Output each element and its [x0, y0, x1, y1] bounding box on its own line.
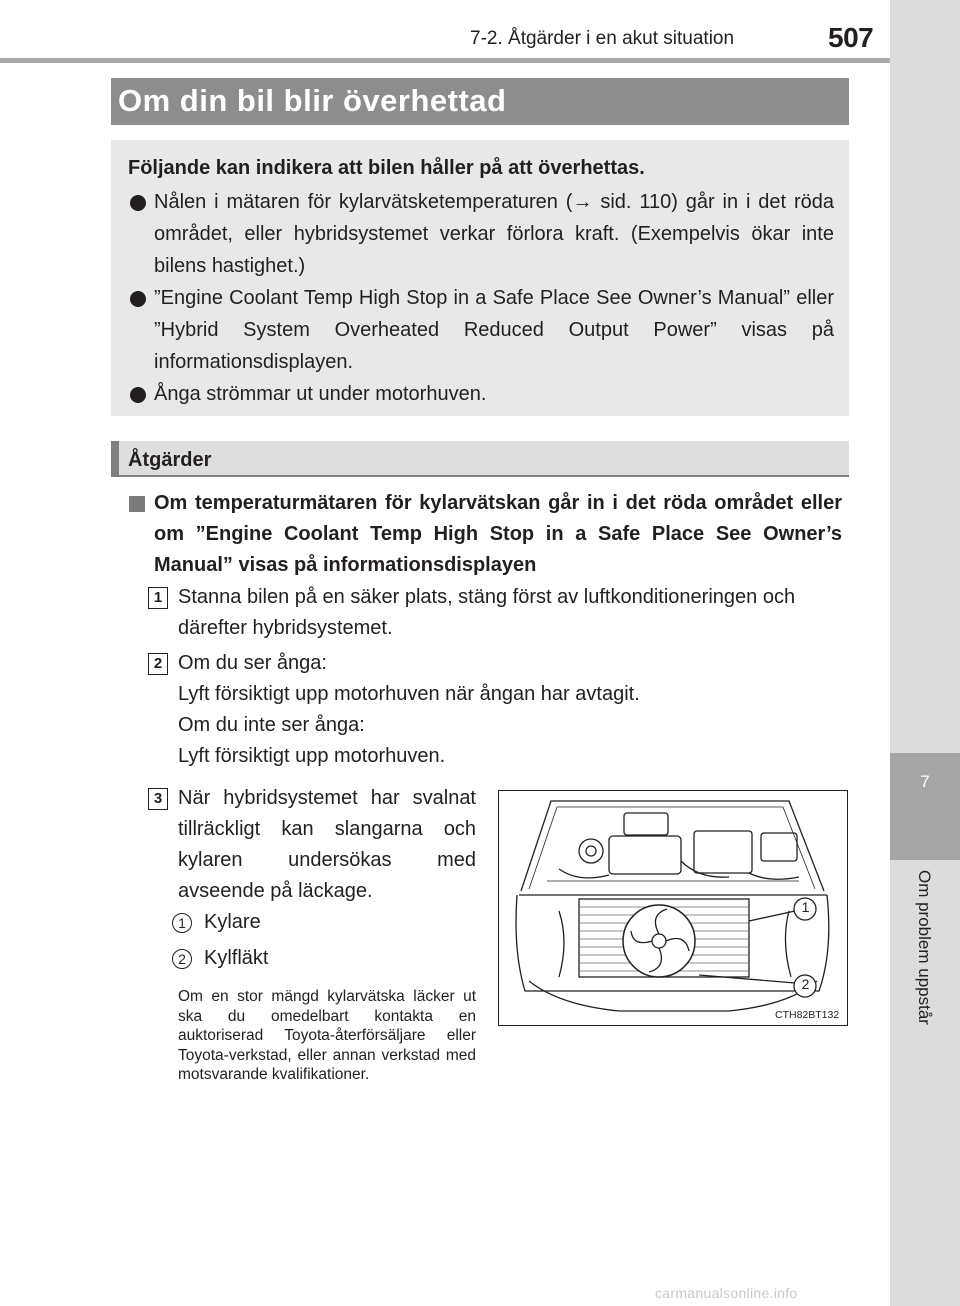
step-text: Om du ser ånga: [178, 652, 327, 674]
engine-bay-illustration [499, 791, 847, 1025]
info-bullet: ”Engine Coolant Temp High Stop in a Safe Place See Owner’s Manual” eller ”Hybrid System Overheated Reduced Output Power” visas på informationsdisplayen. [154, 287, 834, 373]
section-heading-marker [111, 441, 119, 477]
page-number: 507 [828, 22, 874, 53]
step-text: Lyft försiktigt upp motorhuven när ångan har avtagit. [178, 683, 640, 705]
legend-item-label: Kylfläkt [204, 947, 269, 969]
note-text: Om en stor mängd kylarvätska läcker ut ska du omedelbart kontakta en auktoriserad Toyota-återförsäljare eller Toyota-verkstad, eller annan verkstad med motsvarande kvalifikationer. [178, 988, 476, 1083]
chapter-title-vertical [900, 870, 940, 1030]
figure-code: CTH82BT132 [775, 1009, 840, 1021]
watermark: carmanualsonline.info [655, 1285, 798, 1301]
subheading: Om temperaturmätaren för kylarvätskan går in i det röda området eller om ”Engine Coolant Temp High Stop in a Safe Place See Owner’s Manual” visas på informationsdisplayen [154, 492, 842, 576]
step-text: Stanna bilen på en säker plats, stäng först av luftkonditioneringen och därefter hybridsystemet. [178, 586, 796, 639]
bullet-icon [130, 291, 146, 307]
callout-number-icon: 1 [172, 913, 192, 933]
section-heading: Åtgärder [128, 449, 212, 471]
step-text: Om du inte ser ånga: [178, 714, 365, 736]
bullet-icon [130, 387, 146, 403]
step-number-box: 3 [148, 788, 168, 810]
info-box-heading: Följande kan indikera att bilen håller på att överhettas. [128, 157, 645, 179]
chapter-side-strip [890, 0, 960, 1306]
step-text: När hybridsystemet har svalnat tillräckligt kan slangarna och kylaren undersökas med avseende på läckage. [178, 787, 476, 902]
figure-callout-1: 1 [801, 899, 810, 915]
chapter-tab[interactable] [890, 753, 960, 860]
bullet-icon [130, 195, 146, 211]
figure-callout-2: 2 [801, 976, 810, 992]
square-bullet-icon [129, 496, 145, 512]
legend-item-label: Kylare [204, 911, 261, 933]
section-heading-underline [111, 475, 849, 477]
step-number-box: 2 [148, 653, 168, 675]
header-rule [0, 58, 890, 63]
chapter-number: 7 [920, 772, 930, 791]
chapter-title: Om problem uppstår [915, 870, 934, 1025]
step-number-box: 1 [148, 587, 168, 609]
page-title: Om din bil blir överhettad [118, 83, 507, 118]
callout-number-icon: 2 [172, 949, 192, 969]
engine-bay-figure [498, 790, 848, 1026]
step-text: Lyft försiktigt upp motorhuven. [178, 745, 446, 767]
info-bullet: Ånga strömmar ut under motorhuven. [154, 383, 487, 405]
info-bullet: Nålen i mätaren för kylarvätsketemperaturen (→ sid. 110) går in i det röda området, eller hybridsystemet verkar förlora kraft. (Exempelvis ökar inte bilens hastighet.) [154, 191, 834, 277]
section-heading-bg [111, 441, 849, 477]
running-header-section: 7-2. Åtgärder i en akut situation [470, 28, 735, 49]
